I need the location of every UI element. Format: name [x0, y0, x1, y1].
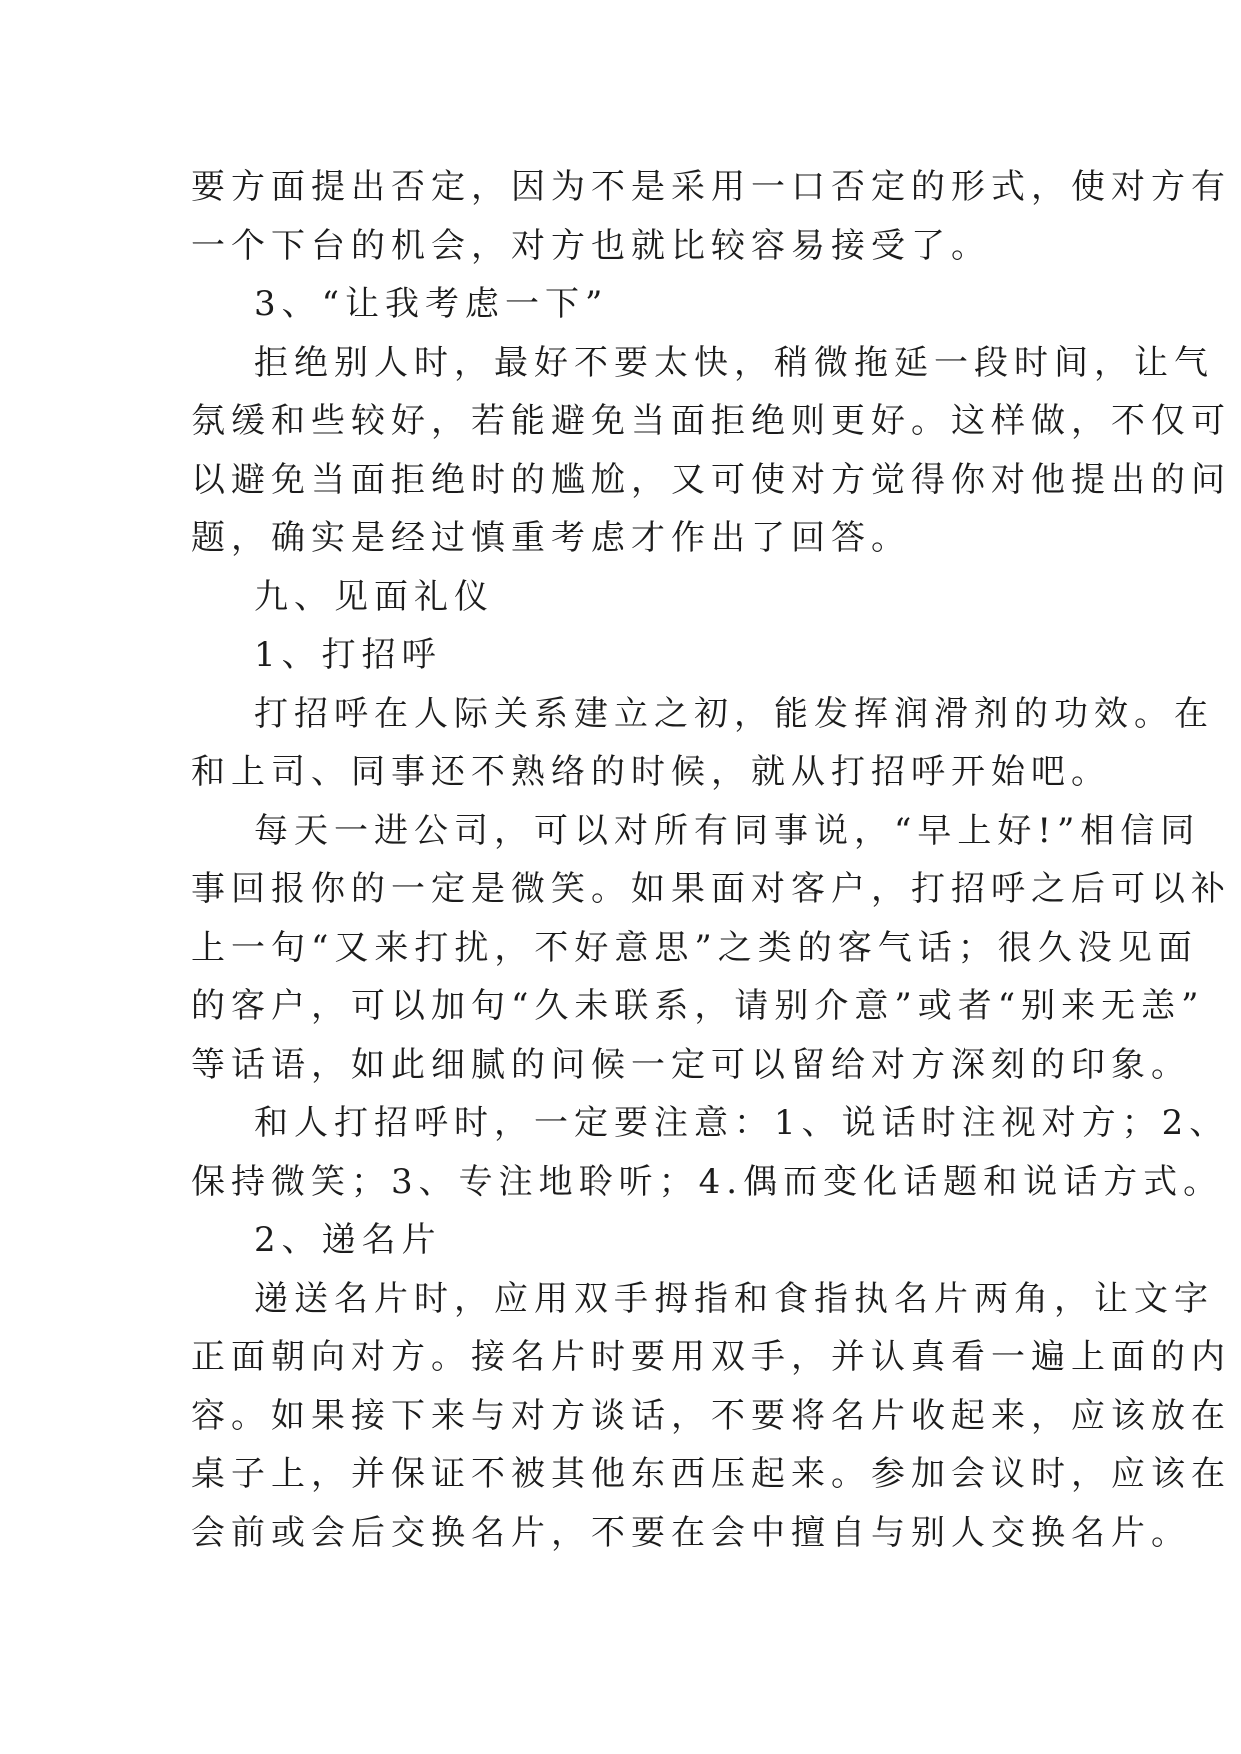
- text-line-24: 会前或会后交换名片，不要在会中擅自与别人交换名片。: [191, 1512, 1191, 1553]
- text-line-5: 氛缓和些较好，若能避免当面拒绝则更好。这样做，不仅可: [191, 401, 1231, 441]
- text-line-13: 事回报你的一定是微笑。如果面对客户，打招呼之后可以补: [191, 869, 1231, 909]
- text-line-6: 以避免当面拒绝时的尴尬，又可使对方觉得你对他提出的问: [191, 459, 1231, 500]
- text-line-1: 要方面提出否定，因为不是采用一口否定的形式，使对方有: [191, 167, 1231, 207]
- document-body: [191, 158, 1231, 1562]
- text-line-14: 上一句“又来打扰，不好意思”之类的客气话；很久没见面: [191, 927, 1198, 968]
- text-line-15: 的客户，可以加句“久未联系，请别介意”或者“别来无恙”: [191, 986, 1205, 1026]
- chapter-heading-9: 九、见面礼仪: [254, 576, 494, 617]
- text-line-7: 题，确实是经过慎重考虑才作出了回答。: [191, 518, 911, 558]
- text-line-23: 桌子上，并保证不被其他东西压起来。参加会议时，应该在: [191, 1454, 1231, 1494]
- text-line-10: 打招呼在人际关系建立之初，能发挥润滑剂的功效。在: [254, 693, 1214, 734]
- text-line-18: 保持微笑；3、专注地聆听；4.偶而变化话题和说话方式。: [191, 1161, 1224, 1202]
- text-line-21: 正面朝向对方。接名片时要用双手，并认真看一遍上面的内: [191, 1337, 1231, 1377]
- text-line-2: 一个下台的机会，对方也就比较容易接受了。: [191, 225, 991, 266]
- text-line-22: 容。如果接下来与对方谈话，不要将名片收起来，应该放在: [191, 1395, 1231, 1436]
- section-heading-1: 1、打招呼: [254, 635, 442, 675]
- section-heading-3: 3、“让我考虑一下”: [254, 284, 609, 324]
- text-line-4: 拒绝别人时，最好不要太快，稍微拖延一段时间，让气: [254, 342, 1214, 383]
- text-line-11: 和上司、同事还不熟络的时候，就从打招呼开始吧。: [191, 752, 1111, 792]
- text-line-12: 每天一进公司，可以对所有同事说，“早上好!”相信同: [254, 810, 1201, 851]
- text-line-20: 递送名片时，应用双手拇指和食指执名片两角，让文字: [254, 1278, 1214, 1319]
- text-line-17: 和人打招呼时，一定要注意：1、说话时注视对方；2、: [254, 1103, 1230, 1143]
- section-heading-2: 2、递名片: [254, 1220, 442, 1260]
- text-line-16: 等话语，如此细腻的问候一定可以留给对方深刻的印象。: [191, 1044, 1191, 1085]
